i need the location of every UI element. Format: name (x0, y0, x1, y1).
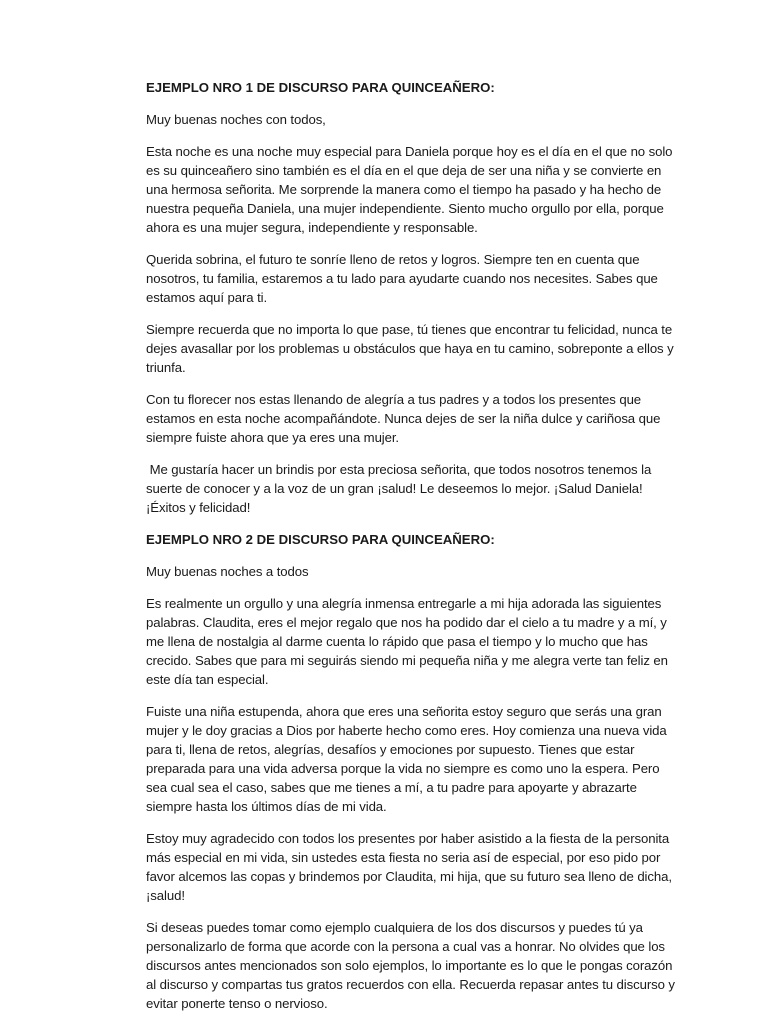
document-body (146, 78, 682, 1026)
example-1-paragraph: Siempre recuerda que no importa lo que pase, tú tienes que encontrar tu felicidad, nunca te dejes avasallar por los problemas u obstáculos que haya en tu camino, sobreponte a ellos y triunfa. (146, 322, 674, 375)
example-1-paragraph: Con tu florecer nos estas llenando de alegría a tus padres y a todos los presentes que estamos en esta noche acompañándote. Nunca dejes de ser la niña dulce y cariñosa que siempre fuiste ahora que ya eres una mujer. (146, 392, 661, 445)
example-2-greeting: Muy buenas noches a todos (146, 564, 309, 579)
example-2-paragraph: Fuiste una niña estupenda, ahora que eres una señorita estoy seguro que serás una gran mujer y le doy gracias a Dios por haberte hecho como eres. Hoy comienza una nueva vida para ti, llena de retos, alegrías, desafíos y emociones por supuesto. Tienes que estar preparada para una vida adversa porque la vida no siempre es como uno la espera. Pero sea cual sea el caso, sabes que me tienes a mí, a tu padre para apoyarte y abrazarte siempre hasta los últimos días de mi vida. (146, 704, 667, 814)
example-2-heading: EJEMPLO NRO 2 DE DISCURSO PARA QUINCEAÑERO: (146, 532, 495, 547)
example-1-paragraph: Querida sobrina, el futuro te sonríe lleno de retos y logros. Siempre ten en cuenta que nosotros, tu familia, estaremos a tu lado para ayudarte cuando nos necesites. Sabes que estamos aquí para ti. (146, 252, 658, 305)
example-1-greeting: Muy buenas noches con todos, (146, 112, 326, 127)
closing-paragraph: Si deseas puedes tomar como ejemplo cualquiera de los dos discursos y puedes tú ya personalizarlo de forma que acorde con la persona a cual vas a honrar. No olvides que los discursos antes mencionados son solo ejemplos, lo importante es lo que le pongas corazón al discurso y compartas tus gratos recuerdos con ella. Recuerda repasar antes tu discurso y evitar ponerte tenso o nervioso. (146, 920, 675, 1011)
example-1-paragraph: Esta noche es una noche muy especial para Daniela porque hoy es el día en el que no solo es su quinceañero sino también es el día en el que deja de ser una niña y se convierte en una hermosa señorita. Me sorprende la manera como el tiempo ha pasado y ha hecho de nuestra pequeña Daniela, una mujer independiente. Siento mucho orgullo por ella, porque ahora es una mujer segura, independiente y responsable. (146, 144, 673, 235)
example-1-heading: EJEMPLO NRO 1 DE DISCURSO PARA QUINCEAÑERO: (146, 80, 495, 95)
example-1-paragraph: Me gustaría hacer un brindis por esta preciosa señorita, que todos nosotros tenemos la suerte de conocer y a la voz de un gran ¡salud! Le deseemos lo mejor. ¡Salud Daniela! ¡Éxitos y felicidad! (146, 462, 655, 515)
example-2-paragraph: Estoy muy agradecido con todos los presentes por haber asistido a la fiesta de la personita más especial en mi vida, sin ustedes esta fiesta no seria así de especial, por eso pido por favor alcemos las copas y brindemos por Claudita, mi hija, que su futuro sea lleno de dicha, ¡salud! (146, 831, 672, 903)
example-2-paragraph: Es realmente un orgullo y una alegría inmensa entregarle a mi hija adorada las siguientes palabras. Claudita, eres el mejor regalo que nos ha podido dar el cielo a tu madre y a mí, y me llena de nostalgia al darme cuenta lo rápido que pasa el tiempo y lo mucho que has crecido. Sabes que para mi seguirás siendo mi pequeña niña y me alegra verte tan feliz en este día tan especial. (146, 596, 668, 687)
